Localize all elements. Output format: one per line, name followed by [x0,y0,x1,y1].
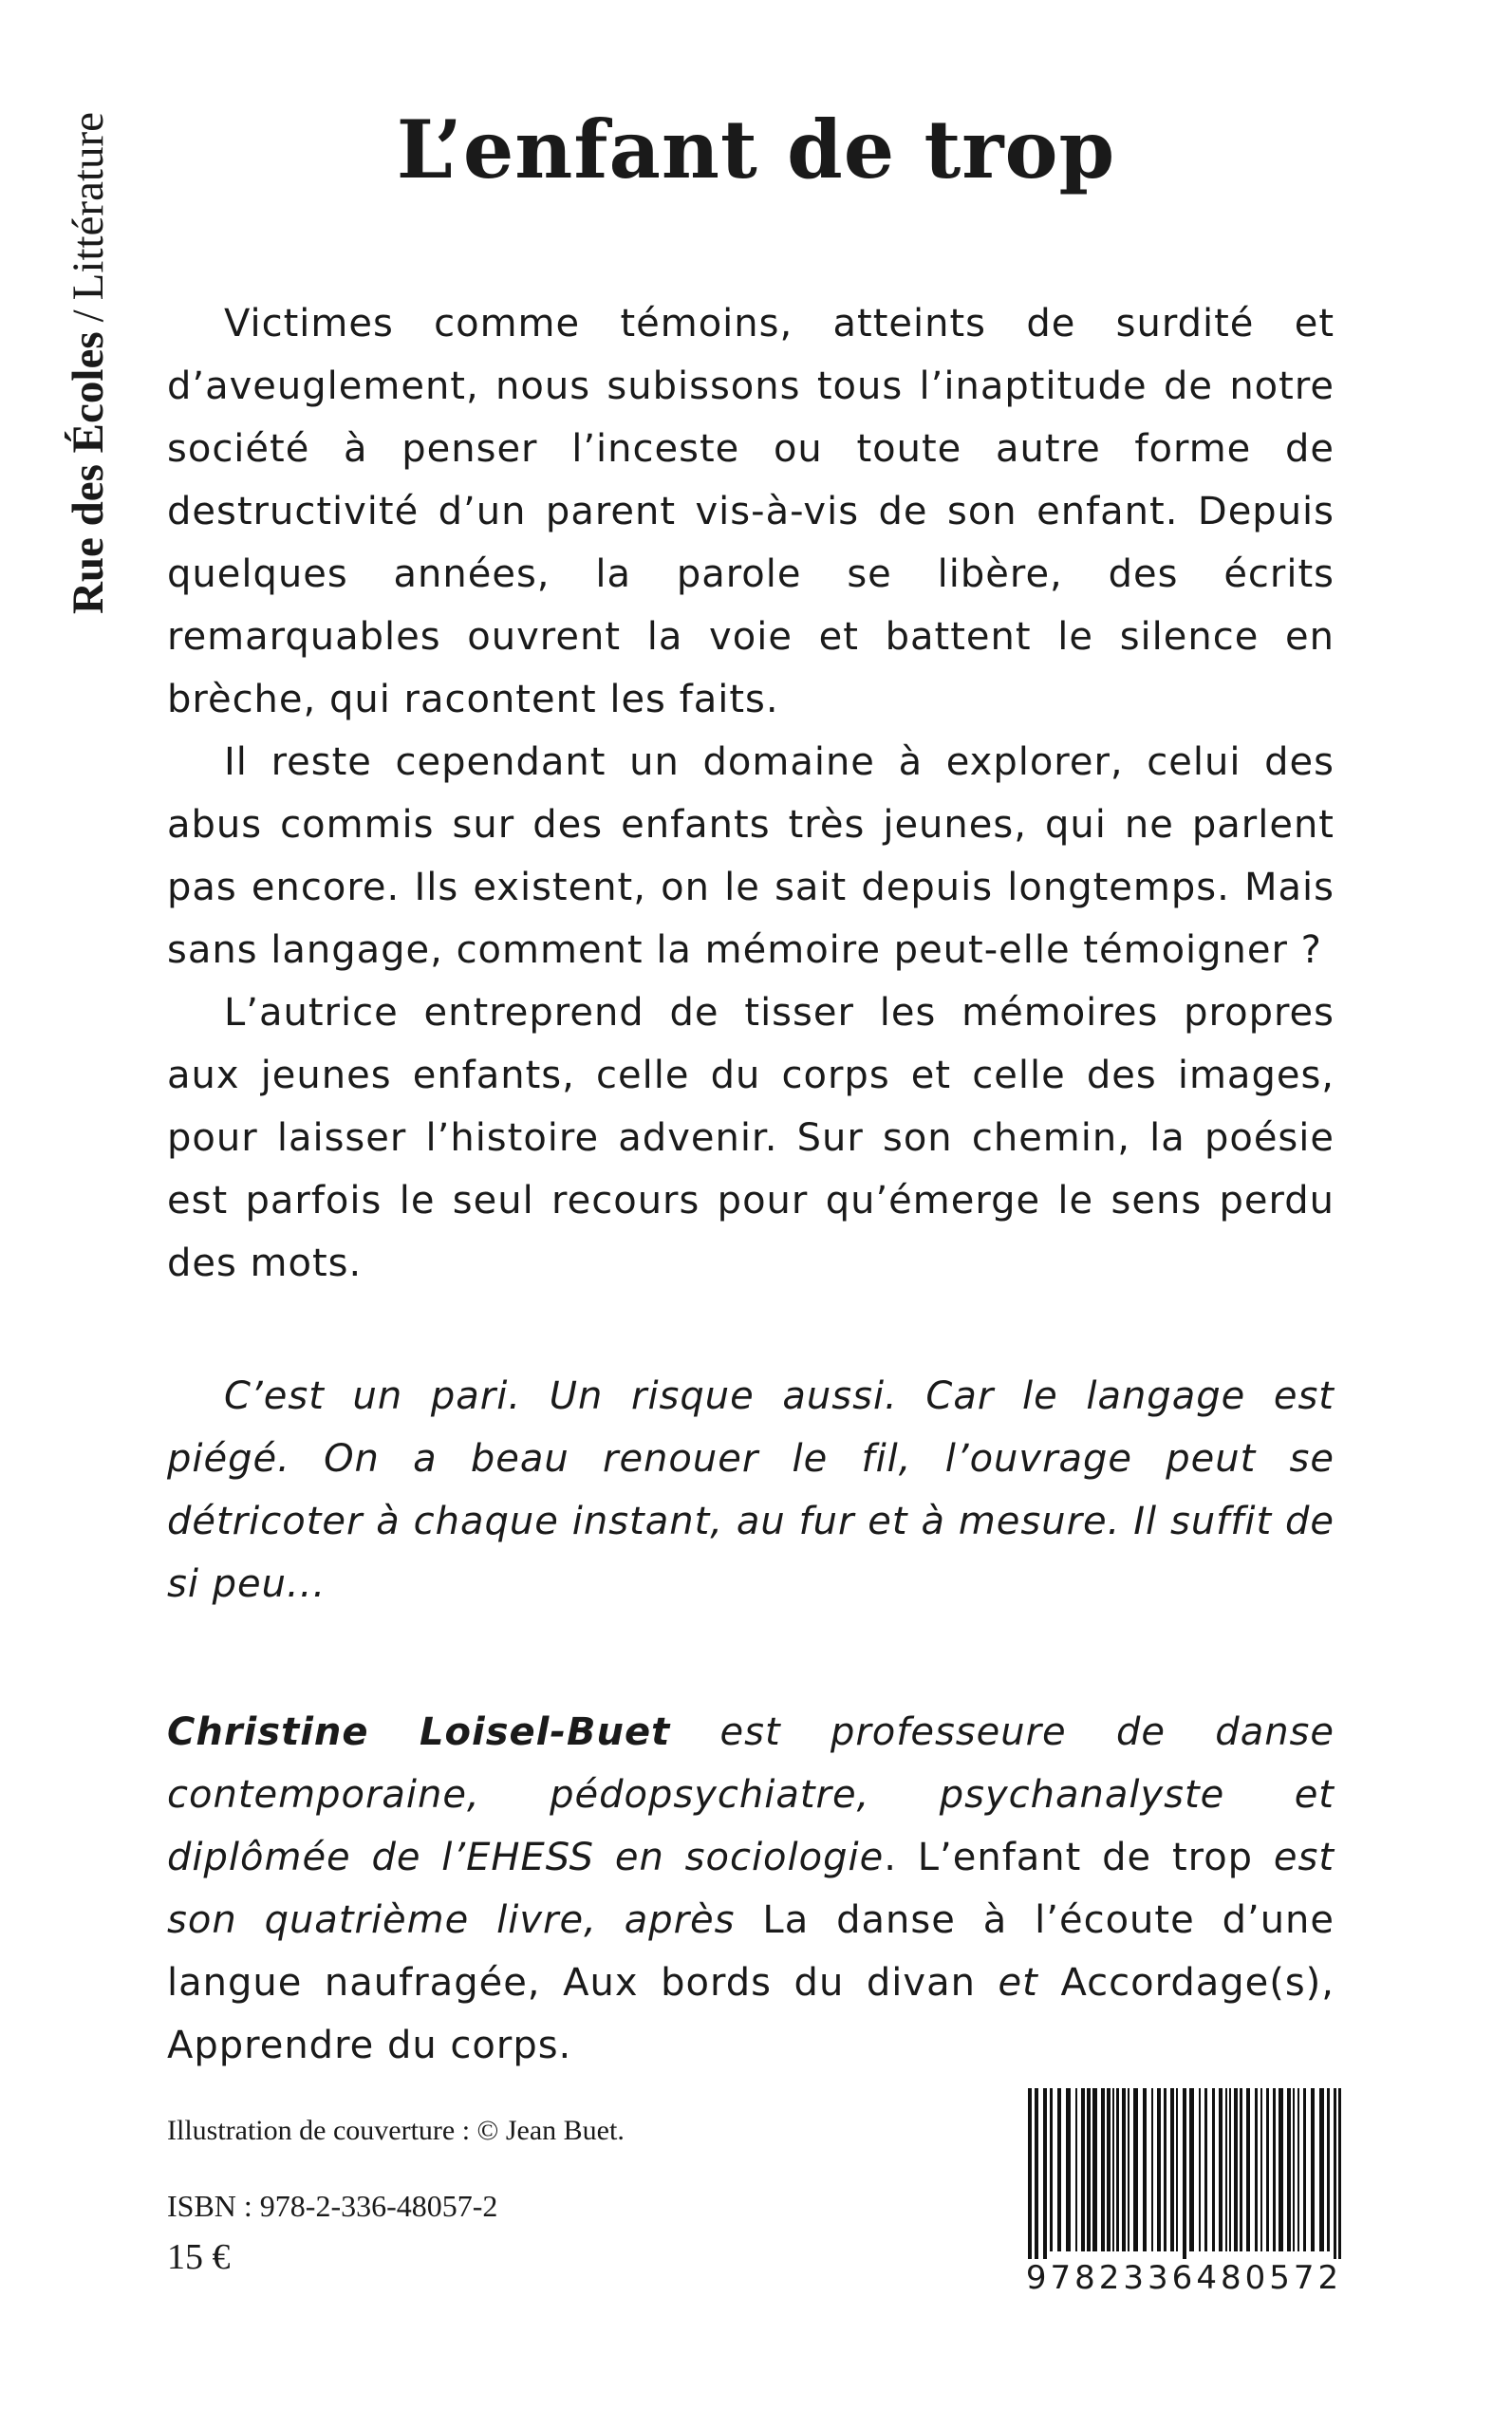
barcode-bar [1050,2088,1053,2251]
barcode-bar [1112,2088,1114,2251]
barcode-bar [1293,2088,1295,2251]
barcode-bar [1170,2088,1174,2251]
barcode-bar [1189,2088,1194,2251]
barcode-bar [1066,2088,1071,2251]
author-bio-text [167,1701,1335,2077]
title-previous-book-last: Accordage(s), Apprendre du corps. [167,1961,1335,2067]
title-previous-books: La danse à l’écoute d’une langue naufragée, Aux bords du divan [167,1898,1335,2005]
author-bio-part-3: et [975,1961,1061,2005]
barcode-bar [1151,2088,1153,2251]
isbn: ISBN : 978-2-336-48057-2 [167,2189,498,2223]
price: 15 € [167,2237,231,2277]
barcode-bar [1319,2088,1324,2251]
series-name: Rue des Écoles [64,331,113,615]
barcode-bar [1246,2088,1250,2251]
barcode-bar [1260,2088,1262,2251]
barcode-bar [1334,2088,1336,2259]
barcode-bar [1219,2088,1223,2251]
quote-block [167,1365,1335,1615]
barcode [1020,2088,1348,2306]
barcode-bar [1143,2088,1147,2251]
barcode-bar [1199,2088,1201,2251]
barcode-bar [1116,2088,1119,2251]
barcode-bar [1338,2088,1341,2259]
barcode-bar [1157,2088,1161,2251]
barcode-bar [1092,2088,1097,2251]
barcode-bar [1101,2088,1105,2251]
barcode-bar [1128,2088,1129,2251]
collection-name: Littérature [64,112,113,301]
barcode-bar [1204,2088,1207,2251]
cover-credit: Illustration de couverture : © Jean Buet. [167,2115,625,2146]
barcode-bar [1287,2088,1291,2251]
barcode-bar [1087,2088,1091,2251]
author-bio [167,1701,1335,2077]
barcode-bar [1164,2088,1167,2251]
barcode-bar [1075,2088,1077,2251]
barcode-bar [1107,2088,1111,2251]
barcode-bar [1225,2088,1227,2251]
barcode-digits: 9782336480572 [1025,2259,1343,2297]
author-bio-part-1: est professeure de danse contemporaine, pédopsychiatre, psychanalyste et diplômée de l’EHESS en sociologie [167,1710,1335,1879]
barcode-bar [1327,2088,1330,2251]
summary [167,292,1335,1295]
quote-text: C’est un pari. Un risque aussi. Car le langage est piégé. On a beau renouer le fil, l’ouvrage peut se détricoter à chaque instant, au fur et à mesure. Il suffit de si peu... [167,1374,1335,1606]
summary-paragraph-3: L’autrice entreprend de tisser les mémoires propres aux jeunes enfants, celle du corps et celle des images, pour laisser l’histoire advenir. Sur son chemin, la poésie est parfois le seul recours pour qu’émerge le sens perdu des mots. [167,991,1335,1285]
barcode-bar [1212,2088,1215,2251]
barcode-bar [1043,2088,1047,2259]
barcode-bar [1303,2088,1306,2251]
book-title: L’enfant de trop [396,103,1116,196]
barcode-bar [1183,2088,1186,2259]
barcode-bar [1255,2088,1258,2251]
series-separator: / [64,309,113,323]
barcode-bar [1240,2088,1242,2251]
barcode-bar [1133,2088,1138,2251]
barcode-bar [1057,2088,1061,2251]
title-current-book: . L’enfant de trop [884,1836,1254,1879]
barcode-bar [1081,2088,1085,2251]
barcode-bar [1122,2088,1126,2251]
barcode-bar [1176,2088,1178,2251]
barcode-bar [1311,2088,1315,2251]
barcode-bar [1229,2088,1231,2251]
barcode-bar [1266,2088,1269,2251]
barcode-bar [1297,2088,1299,2251]
barcode-bar [1035,2088,1038,2259]
summary-paragraph-1: Victimes comme témoins, atteints de surdité et d’aveuglement, nous subissons tous l’inaptitude de notre société à penser l’inceste ou toute autre forme de destructivité d’un parent vis-à-vis de son enfant. Depuis quelques années, la parole se libère, des écrits remarquables ouvrent la voie et battent le silence en brèche, qui racontent les faits. [167,302,1335,721]
summary-paragraph-2: Il reste cependant un domaine à explorer, celui des abus commis sur des enfants très jeunes, qui ne parlent pas encore. Ils existent, on le sait depuis longtemps. Mais sans langage, comment la mémoire peut-elle témoigner ? [167,740,1335,972]
author-bio-part-2: est son quatrième livre, après [167,1836,1335,1942]
barcode-bar [1279,2088,1283,2251]
barcode-bar [1028,2088,1032,2259]
barcode-bars [1020,2088,1348,2259]
barcode-bar [1234,2088,1238,2251]
barcode-bar [1273,2088,1276,2251]
author-name: Christine Loisel-Buet [167,1710,671,1754]
